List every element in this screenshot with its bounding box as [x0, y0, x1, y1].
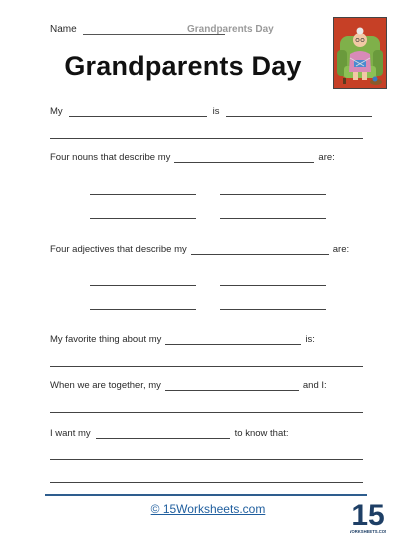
- adjective-line-2[interactable]: [220, 285, 326, 286]
- name-row: [50, 24, 274, 35]
- grandmother-illustration: [333, 17, 387, 89]
- answer-line-1[interactable]: [50, 138, 363, 139]
- blank-2[interactable]: [174, 153, 314, 163]
- blank-4[interactable]: [165, 335, 301, 345]
- blank-6[interactable]: [96, 429, 230, 439]
- page-title: Grandparents Day: [64, 51, 302, 81]
- name-label: Name: [50, 24, 77, 35]
- prompt-1-start: My: [50, 106, 63, 117]
- prompt-3: [50, 244, 349, 255]
- prompt-6: [50, 428, 289, 439]
- 15worksheets-logo-icon: [350, 495, 386, 535]
- adjective-line-4[interactable]: [220, 309, 326, 310]
- prompt-4-end: is:: [305, 334, 315, 345]
- prompt-3-end: are:: [332, 244, 350, 255]
- noun-line-1[interactable]: [90, 194, 196, 195]
- prompt-5: [50, 380, 327, 391]
- logo-number: 15: [351, 499, 385, 532]
- prompt-2-start: Four nouns that describe my: [50, 152, 171, 163]
- blank-5[interactable]: [165, 381, 299, 391]
- footer-divider: [45, 494, 367, 496]
- answer-line-6a[interactable]: [50, 459, 363, 460]
- topic-label: Grandparents Day: [187, 24, 274, 35]
- logo-text: ORKSHEETS.CO: [351, 529, 385, 534]
- logo: [350, 495, 386, 535]
- answer-line-6b[interactable]: [50, 482, 363, 483]
- noun-line-4[interactable]: [220, 218, 326, 219]
- prompt-3-start: Four adjectives that describe my: [50, 244, 187, 255]
- noun-line-3[interactable]: [90, 218, 196, 219]
- noun-line-2[interactable]: [220, 194, 326, 195]
- prompt-2: [50, 152, 335, 163]
- prompt-1-end: is: [212, 106, 220, 117]
- prompt-1: [50, 106, 372, 117]
- blank-1b[interactable]: [226, 107, 372, 117]
- answer-line-4[interactable]: [50, 366, 363, 367]
- prompt-2-end: are:: [318, 152, 335, 163]
- prompt-5-start: When we are together, my: [50, 380, 161, 391]
- answer-line-5[interactable]: [50, 412, 363, 413]
- prompt-4-start: My favorite thing about my: [50, 334, 162, 345]
- adjective-line-3[interactable]: [90, 309, 196, 310]
- prompt-6-start: I want my: [50, 428, 91, 439]
- prompt-5-end: and I:: [302, 380, 327, 391]
- grandmother-armchair-icon: [334, 18, 386, 88]
- blank-3[interactable]: [191, 245, 329, 255]
- adjective-line-1[interactable]: [90, 285, 196, 286]
- blank-1a[interactable]: [69, 107, 207, 117]
- prompt-4: [50, 334, 315, 345]
- footer-website-link[interactable]: © 15Worksheets.com: [150, 502, 266, 516]
- prompt-6-end: to know that:: [234, 428, 289, 439]
